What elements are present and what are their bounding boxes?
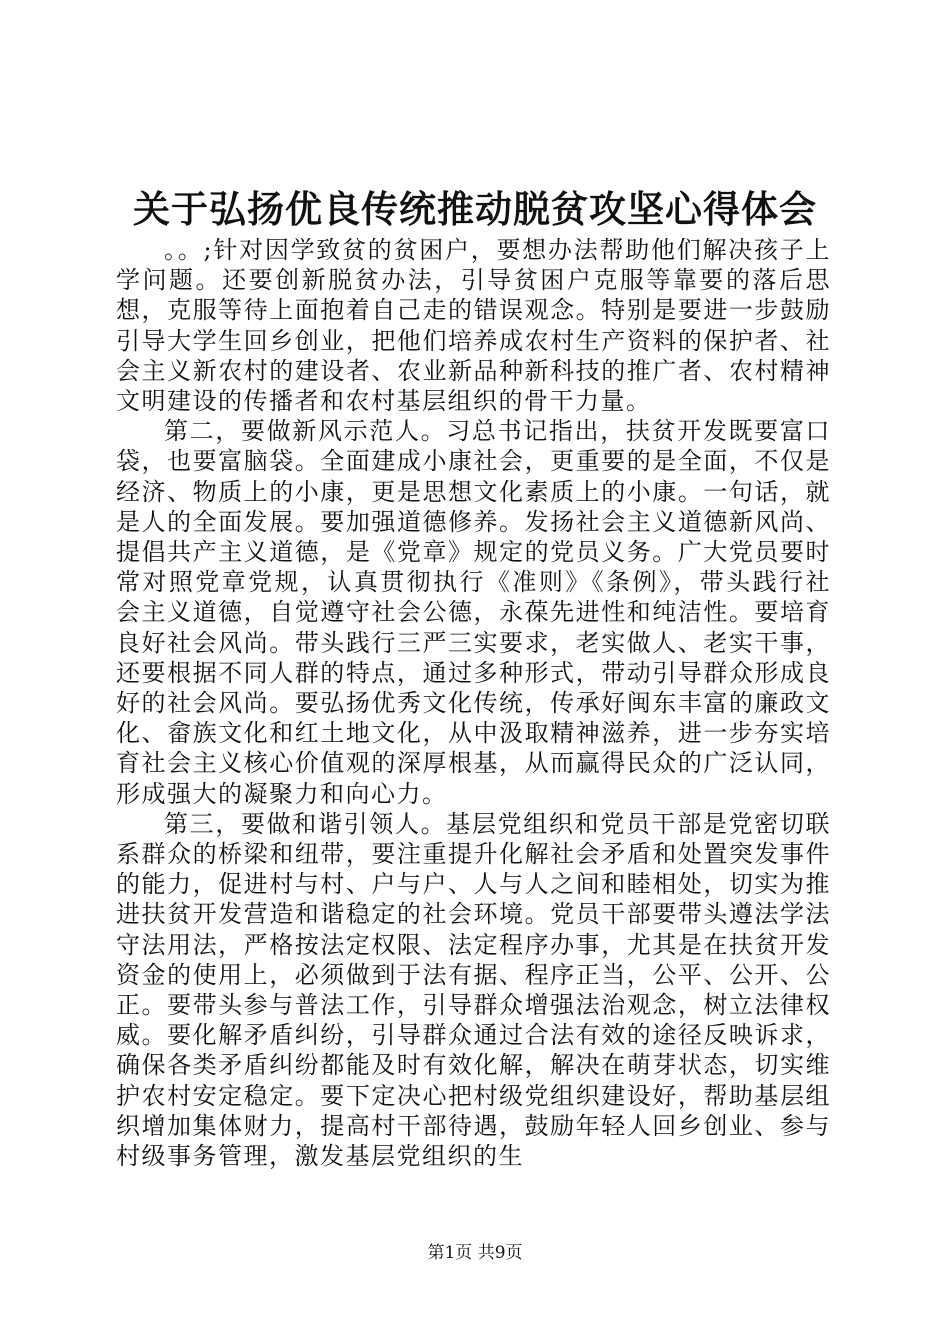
- page-number-footer: 第1页 共9页: [427, 1243, 523, 1263]
- paragraph-3: 第三，要做和谐引领人。基层党组织和党员干部是党密切联系群众的桥梁和纽带，要注重提升化解社会矛盾和处置突发事件的能力，促进村与村、户与户、人与人之间和睦相处，切实为推进扶贫开发营造和谐稳定的社会环境。党员干部要带头遵法学法守法用法，严格按法定权限、法定程序办事，尤其是在扶贫开发资金的使用上，必须做到于法有据、程序正当，公平、公开、公正。要带头参与普法工作，引导群众增强法治观念，树立法律权威。要化解矛盾纠纷，引导群众通过合法有效的途径反映诉求，确保各类矛盾纠纷都能及时有效化解，解决在萌芽状态，切实维护农村安定稳定。要下定决心把村级党组织建设好，帮助基层组织增加集体财力，提高村干部待遇，鼓励年轻人回乡创业、参与村级事务管理，激发基层党组织的生: [116, 809, 831, 1171]
- document-title: 关于弘扬优良传统推动脱贫攻坚心得体会: [133, 187, 817, 231]
- paragraph-2: 第二，要做新风示范人。习总书记指出，扶贫开发既要富口袋，也要富脑袋。全面建成小康社会，更重要的是全面，不仅是经济、物质上的小康，更是思想文化素质上的小康。一句话，就是人的全面发展。要加强道德修养。发扬社会主义道德新风尚、提倡共产主义道德，是《党章》规定的党员义务。广大党员要时常对照党章党规，认真贯彻执行《准则》《条例》，带头践行社会主义道德，自觉遵守社会公德，永葆先进性和纯洁性。要培育良好社会风尚。带头践行三严三实要求，老实做人、老实干事，还要根据不同人群的特点，通过多种形式，带动引导群众形成良好的社会风尚。要弘扬优秀文化传统，传承好闽东丰富的廉政文化、畲族文化和红土地文化，从中汲取精神滋养，进一步夯实培育社会主义核心价值观的深厚根基，从而赢得民众的广泛认同，形成强大的凝聚力和向心力。: [116, 417, 831, 808]
- paragraph-1: 。。;针对因学致贫的贫困户，要想办法帮助他们解决孩子上学问题。还要创新脱贫办法，引导贫困户克服等靠要的落后思想，克服等待上面抱着自己走的错误观念。特别是要进一步鼓励引导大学生回乡创业，把他们培养成农村生产资料的保护者、社会主义新农村的建设者、农业新品种新科技的推广者、农村精神文明建设的传播者和农村基层组织的骨干力量。: [116, 236, 831, 416]
- document-body: [116, 235, 831, 1171]
